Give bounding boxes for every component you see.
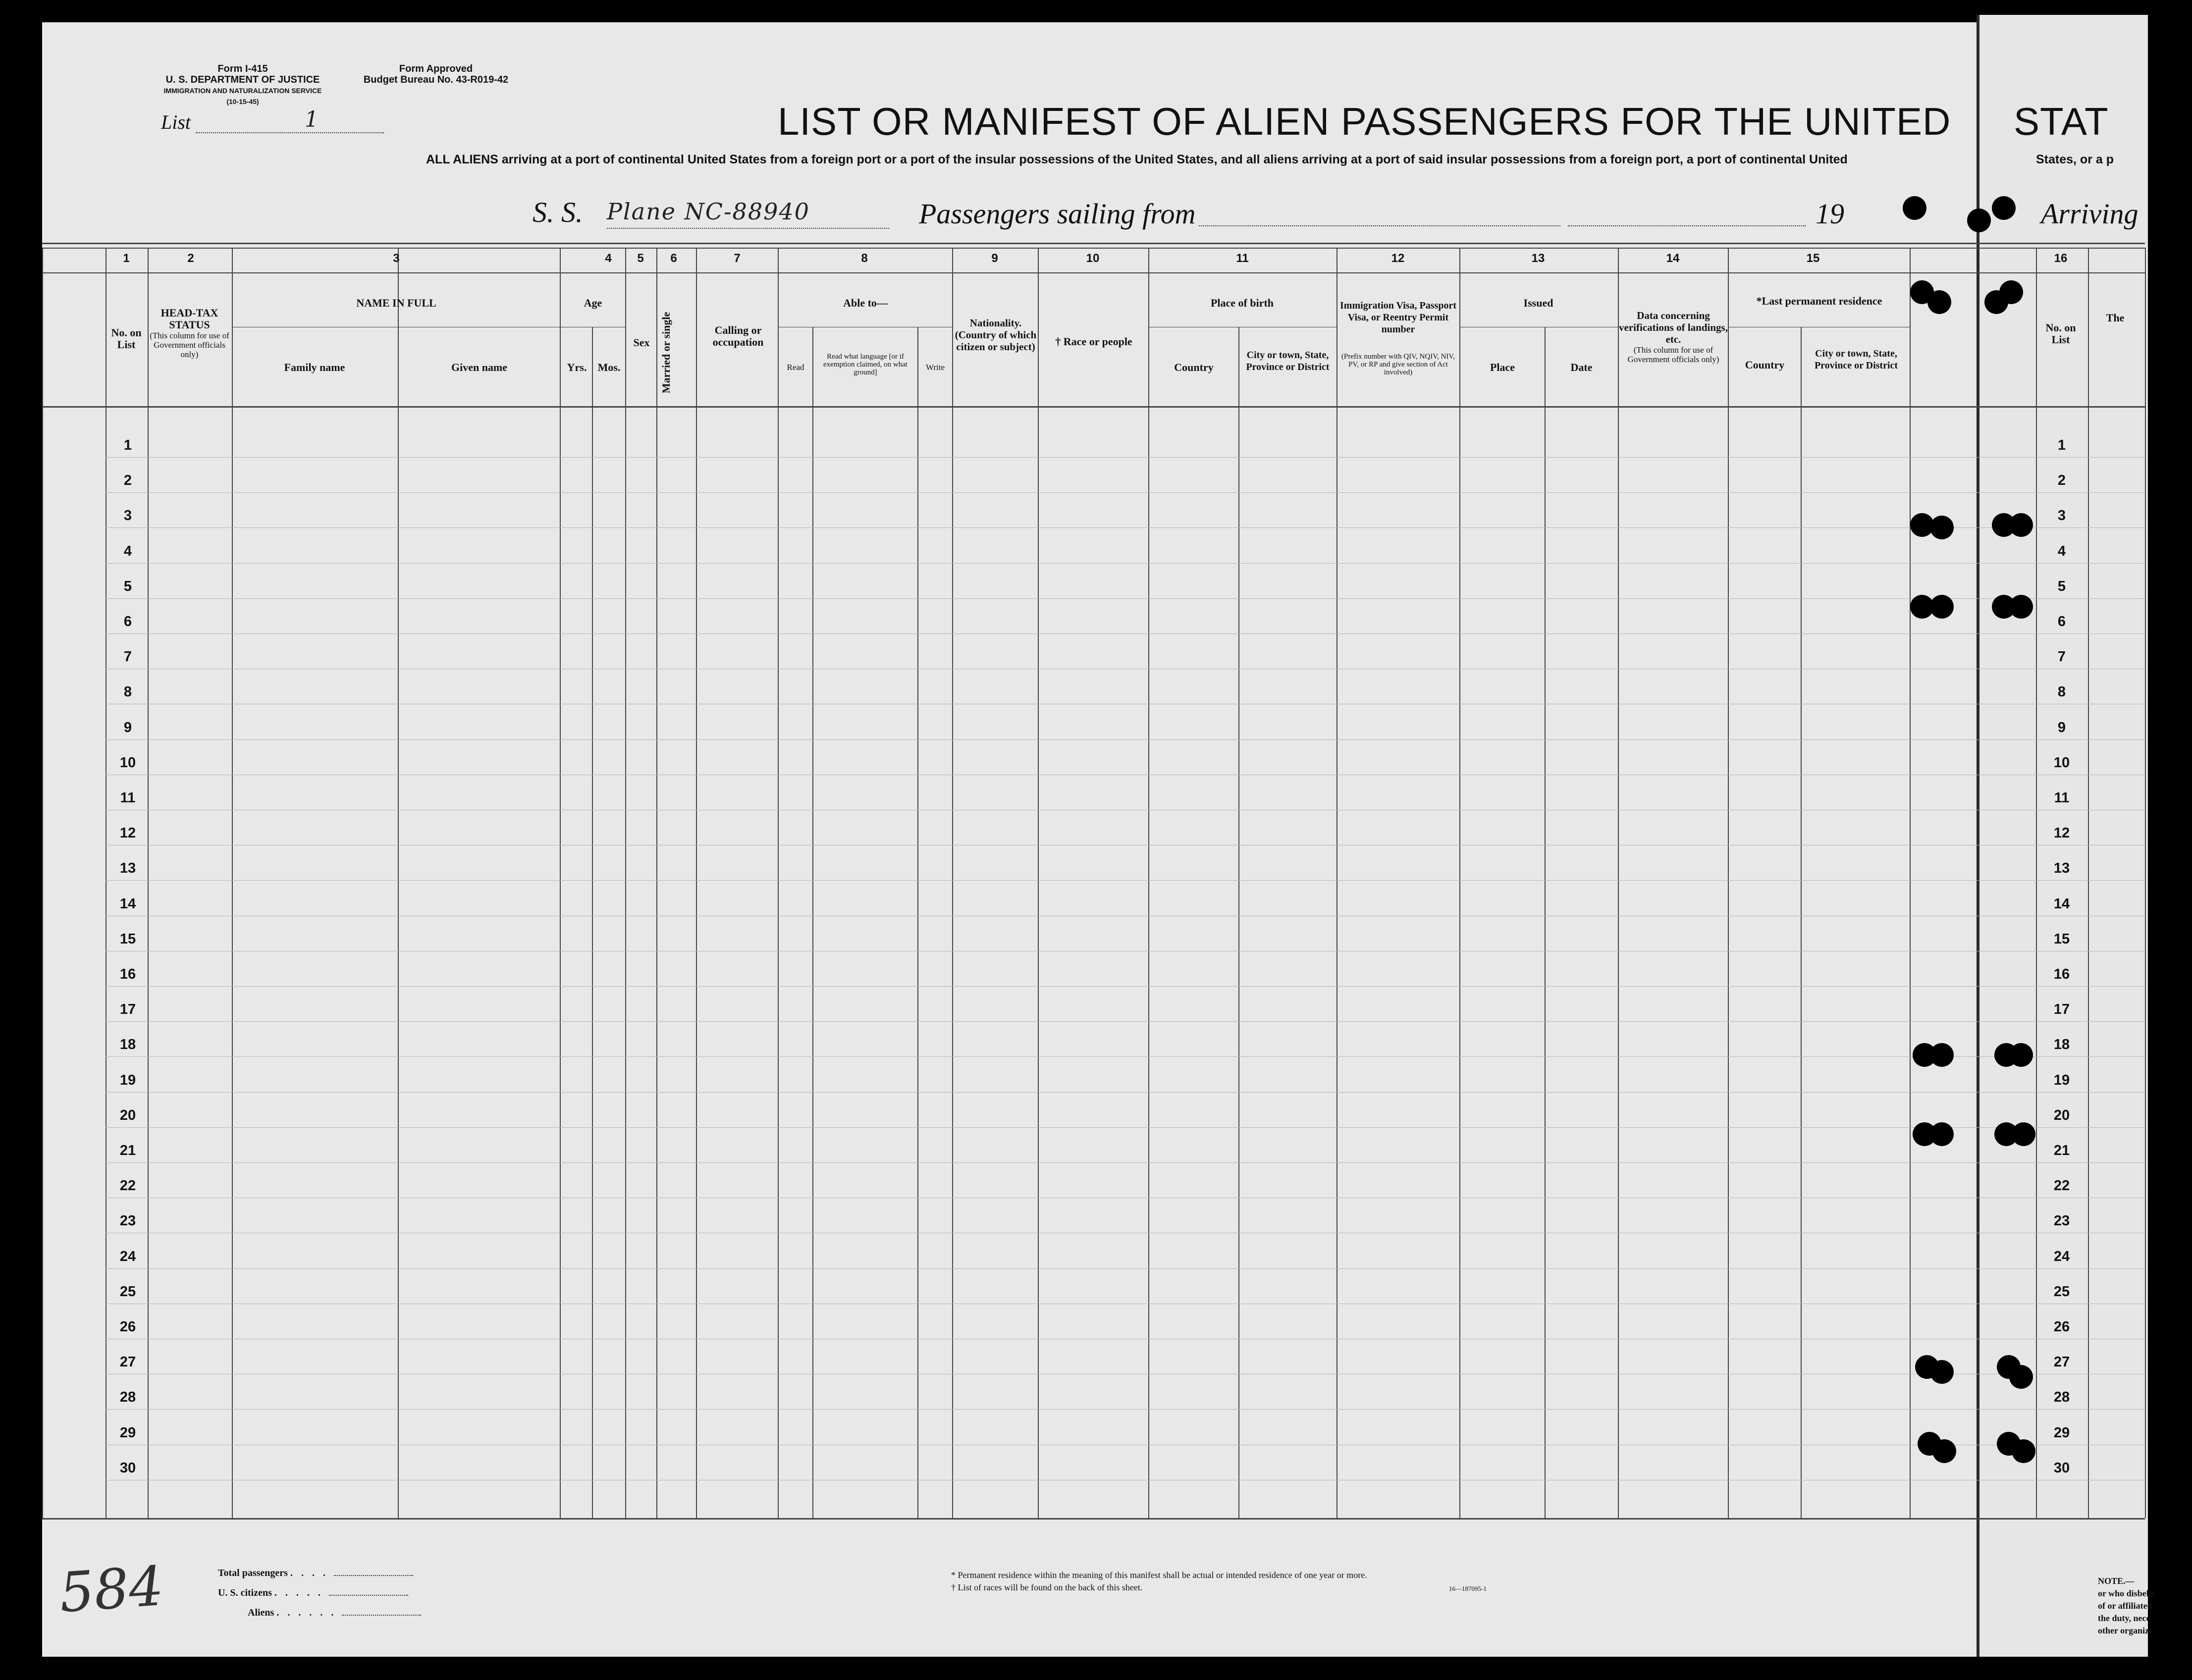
column-number: 7: [734, 252, 741, 265]
birth-city-header: City or town, State, Province or District: [1246, 350, 1330, 372]
column-line: [1038, 248, 1039, 1518]
row-number: 11: [120, 790, 136, 806]
column-number-row-border: [42, 272, 2145, 273]
row-number-right: 3: [2057, 508, 2066, 524]
right-note-line-4: the duty, nece: [2098, 1613, 2150, 1623]
list-value-line: [196, 107, 384, 133]
ship-line: [533, 196, 583, 229]
punch-hole: [1967, 209, 1991, 232]
column-number: 4: [605, 252, 612, 265]
punch-hole: [1930, 516, 1954, 539]
column-line: [917, 327, 918, 1518]
row-number: 25: [119, 1283, 136, 1300]
aliens-field: Aliens . . . . . .: [248, 1607, 421, 1619]
column-number: 14: [1666, 252, 1680, 265]
row-number: 3: [123, 508, 132, 524]
married-single-header: Married or single: [660, 312, 672, 394]
row-number-right: 1: [2057, 437, 2066, 453]
row-number-right: 17: [2053, 1001, 2070, 1018]
row-number-right: 6: [2057, 614, 2066, 630]
verification-note: (This column for use of Government officials only): [1627, 345, 1719, 364]
col-no-on-list-header: No. on List: [111, 326, 142, 351]
race-header: † Race or people: [1055, 335, 1132, 348]
row-number: 16: [119, 966, 136, 982]
table-top-border-2: [42, 248, 2145, 249]
name-in-full-header: NAME IN FULL: [356, 297, 436, 309]
arriving-label: Arriving: [2041, 198, 2139, 230]
column-line: [42, 248, 43, 1518]
column-line: [2036, 248, 2037, 1518]
column-line: [560, 248, 561, 1518]
row-number-right: 29: [2053, 1424, 2070, 1441]
row-number: 19: [119, 1072, 136, 1088]
table-row: [106, 563, 2145, 564]
row-number-right: 13: [2053, 860, 2070, 877]
table-row: [106, 986, 2145, 987]
column-line: [952, 248, 953, 1518]
age-mos-header: Mos.: [597, 361, 621, 373]
column-number: 9: [991, 252, 998, 265]
sex-header: Sex: [633, 336, 650, 349]
row-number-right: 26: [2053, 1319, 2070, 1335]
table-top-border: [42, 243, 2145, 244]
column-number: 16: [2054, 252, 2068, 265]
column-number: 13: [1531, 252, 1545, 265]
column-line: [106, 248, 107, 1518]
column-number: 15: [1806, 252, 1820, 265]
issued-header: Issued: [1523, 297, 1553, 309]
row-number-right: 9: [2057, 719, 2066, 735]
punch-hole: [1927, 290, 1951, 314]
given-name-header: Given name: [451, 361, 508, 373]
row-number: 28: [119, 1389, 136, 1406]
table-row: [106, 633, 2145, 634]
total-passengers-label: Total passengers: [218, 1568, 288, 1578]
right-note-line-2: or who disbelie: [2098, 1588, 2155, 1598]
punch-hole: [1984, 290, 2008, 314]
column-line: [232, 248, 233, 1518]
punch-hole: [2009, 1043, 2033, 1067]
row-number: 30: [119, 1460, 136, 1476]
punch-hole: [1903, 196, 1926, 220]
able-to-header: Able to—: [843, 297, 888, 309]
list-field: [161, 109, 384, 135]
row-number-right: 18: [2053, 1037, 2070, 1053]
row-number-right: 5: [2057, 578, 2066, 594]
ship-prefix: S. S.: [533, 196, 583, 228]
table-row: [106, 1021, 2145, 1022]
row-number-right: 25: [2053, 1283, 2070, 1300]
subtitle: ALL ALIENS arriving at a port of continental United States from a foreign port or a port of the insular possessions of the United States, and all aliens arriving at a port of said insular possessions from a foreign port, a port of continental United: [426, 153, 1848, 166]
column-number: 5: [637, 252, 644, 265]
row-number-right: 4: [2057, 543, 2066, 559]
age-yrs-header: Yrs.: [567, 361, 587, 373]
place-of-birth-header: Place of birth: [1210, 297, 1274, 309]
column-line: [1910, 248, 1911, 1518]
column-line: [1545, 327, 1546, 1518]
column-number: 10: [1086, 252, 1100, 265]
table-row: [106, 739, 2145, 740]
table-row: [106, 492, 2145, 493]
table-bottom-border: [42, 1518, 2145, 1520]
row-number: 1: [123, 437, 132, 453]
table-row: [106, 1162, 2145, 1163]
column-line: [2088, 248, 2089, 1518]
punch-hole: [1930, 1122, 1954, 1146]
row-number: 9: [123, 719, 132, 735]
punch-hole: [1930, 1360, 1954, 1384]
col-no-on-list-right-header: No. on List: [2045, 321, 2076, 346]
visa-note: (Prefix number with QIV, NQIV, NIV, PV, or RP and give section of Act involved): [1341, 353, 1455, 376]
subtitle-continued: States, or a p: [2036, 153, 2114, 166]
row-number-right: 28: [2053, 1389, 2070, 1406]
column-line: [1238, 327, 1239, 1518]
row-number-right: 10: [2053, 754, 2070, 771]
row-number-right: 21: [2053, 1143, 2070, 1158]
verification-title: Data concerning verifications of landings, etc.: [1619, 310, 1728, 345]
row-number: 21: [119, 1143, 136, 1158]
row-number: 18: [119, 1037, 136, 1053]
list-label: List: [161, 111, 191, 133]
col-partial-right-header: The: [2106, 312, 2125, 324]
visa-header: Immigration Visa, Passport Visa, or Reentry Permit number: [1340, 300, 1456, 335]
column-line: [656, 248, 657, 1518]
row-number-right: 24: [2053, 1248, 2070, 1264]
edition: (10-15-45): [226, 98, 259, 105]
row-number: 13: [119, 860, 136, 877]
row-number: 26: [119, 1319, 136, 1335]
column-line: [625, 248, 626, 1518]
column-line: [1728, 248, 1729, 1518]
year-label: 19: [1816, 198, 1844, 230]
row-number: 23: [119, 1213, 136, 1229]
row-number-right: 27: [2053, 1354, 2070, 1370]
right-note-line-5: other organize: [2098, 1626, 2153, 1635]
table-row: [106, 1409, 2145, 1410]
family-name-header: Family name: [284, 361, 345, 373]
column-number: 1: [123, 252, 130, 265]
row-number: 4: [123, 543, 132, 559]
calling-occupation-header: Calling or occupation: [712, 324, 764, 348]
write-header: Write: [925, 363, 945, 372]
row-number-right: 30: [2053, 1460, 2070, 1476]
row-number: 22: [119, 1178, 136, 1194]
row-number: 2: [123, 472, 132, 489]
page-title: LIST OR MANIFEST OF ALIEN PASSENGERS FOR THE UNITED: [778, 100, 1951, 143]
row-number-right: 22: [2053, 1178, 2070, 1194]
form-number: Form I-415: [217, 63, 268, 74]
aliens-label: Aliens: [248, 1607, 274, 1618]
table-row: [106, 880, 2145, 881]
footnote-residence: * Permanent residence within the meaning of this manifest shall be actual or intended residence of one year or more.: [951, 1570, 1367, 1580]
footnote-races: † List of races will be found on the back of this sheet.: [951, 1582, 1143, 1592]
row-number-right: 11: [2054, 790, 2070, 806]
row-number: 20: [119, 1107, 136, 1123]
row-number: 24: [119, 1248, 136, 1264]
row-number-right: 14: [2053, 895, 2070, 912]
row-number: 27: [119, 1354, 136, 1370]
column-number: 12: [1391, 252, 1405, 265]
row-number-right: 7: [2057, 649, 2066, 665]
column-line: [1801, 327, 1802, 1518]
column-number: 8: [861, 252, 868, 265]
sailing-from-line: [1199, 201, 1560, 226]
residence-country-header: Country: [1745, 359, 1785, 371]
row-number: 17: [119, 1001, 136, 1018]
column-line: [2145, 248, 2146, 1518]
print-code: 16—187095-1: [1449, 1585, 1487, 1592]
row-number: 29: [119, 1424, 136, 1441]
column-line: [1459, 248, 1460, 1518]
row-number: 8: [123, 684, 132, 700]
header-bottom-border: [42, 406, 2145, 408]
page-title-continued: STAT: [2014, 100, 2109, 143]
us-citizens-field: U. S. citizens . . . . .: [218, 1587, 408, 1599]
approval-block: [347, 63, 525, 85]
column-line: [778, 248, 779, 1518]
row-number: 15: [119, 931, 136, 947]
head-tax-title: HEAD-TAX STATUS: [160, 307, 218, 331]
table-row: [106, 1092, 2145, 1093]
column-line: [592, 327, 593, 1518]
row-number: 14: [119, 895, 136, 912]
punch-hole: [2009, 595, 2033, 619]
punch-hole: [1932, 1439, 1956, 1463]
column-line: [1148, 248, 1149, 1518]
sailing-date-line: [1568, 201, 1806, 226]
ship-name: Plane NC-88940: [607, 198, 810, 225]
column-line: [812, 327, 813, 1518]
head-tax-note: (This column for use of Government officials only): [150, 331, 229, 359]
column-line: [1618, 248, 1619, 1518]
form-header: [149, 63, 337, 107]
column-number: 11: [1236, 252, 1249, 265]
birth-country-header: Country: [1174, 361, 1214, 373]
table-row: [106, 1268, 2145, 1269]
read-language-header: Read what language [or if exemption claimed, on what ground]: [823, 353, 908, 376]
right-note-line-1: NOTE.—: [2098, 1576, 2135, 1586]
right-note-line-3: of or affiliated: [2098, 1601, 2152, 1611]
row-number-right: 23: [2053, 1213, 2070, 1229]
residence-city-header: City or town, State, Province or District: [1814, 348, 1898, 371]
us-citizens-label: U. S. citizens: [218, 1587, 272, 1598]
column-line: [696, 248, 697, 1518]
manifest-sheet: [42, 22, 1977, 1657]
issued-place-header: Place: [1490, 361, 1515, 373]
age-header: Age: [584, 297, 602, 309]
department: U. S. DEPARTMENT OF JUSTICE: [165, 74, 320, 85]
nationality-header: Nationality. (Country of which citizen or subject): [955, 317, 1037, 353]
punch-hole: [1930, 595, 1954, 619]
punch-hole: [2009, 1365, 2033, 1389]
column-line: [398, 248, 399, 1518]
row-number: 7: [123, 649, 132, 665]
punch-hole: [2009, 513, 2033, 537]
verification-header: [1619, 310, 1728, 364]
approval-line-1: Form Approved: [399, 63, 473, 74]
right-note: [2098, 1575, 2155, 1637]
row-number-right: 16: [2053, 966, 2070, 982]
issued-date-header: Date: [1570, 361, 1593, 373]
total-passengers-field: Total passengers . . . .: [218, 1568, 413, 1579]
table-row: [106, 527, 2145, 528]
row-number-right: 15: [2053, 931, 2070, 947]
margin-handwriting: 584: [57, 1554, 166, 1625]
approval-line-2: Budget Bureau No. 43-R019-42: [363, 74, 509, 85]
row-number-right: 20: [2053, 1107, 2070, 1123]
row-number-right: 8: [2057, 684, 2066, 700]
row-number: 6: [123, 614, 132, 630]
row-number: 10: [119, 754, 136, 771]
table-row: [106, 1127, 2145, 1128]
column-number: 2: [187, 252, 194, 265]
punch-hole: [2012, 1122, 2035, 1146]
last-residence-header: *Last permanent residence: [1756, 295, 1882, 307]
table-row: [106, 1056, 2145, 1057]
punch-hole: [1992, 196, 2016, 220]
punch-hole: [2012, 1439, 2035, 1463]
column-number: 6: [670, 252, 677, 265]
col-head-tax-header: [149, 307, 230, 359]
row-number: 5: [123, 578, 132, 594]
service: IMMIGRATION AND NATURALIZATION SERVICE: [163, 87, 322, 95]
list-value: 1: [305, 107, 319, 132]
row-number-right: 12: [2053, 825, 2070, 841]
sailing-label: Passengers sailing from: [919, 198, 1196, 230]
row-number: 12: [119, 825, 136, 841]
read-header: Read: [787, 363, 804, 372]
table-row: [106, 457, 2145, 458]
column-number: 3: [393, 252, 400, 265]
punch-hole: [1930, 1043, 1954, 1067]
table-row: [106, 598, 2145, 599]
column-line: [148, 248, 149, 1518]
ship-name-line: [607, 198, 889, 229]
row-number-right: 19: [2053, 1072, 2070, 1088]
row-number-right: 2: [2057, 472, 2066, 489]
